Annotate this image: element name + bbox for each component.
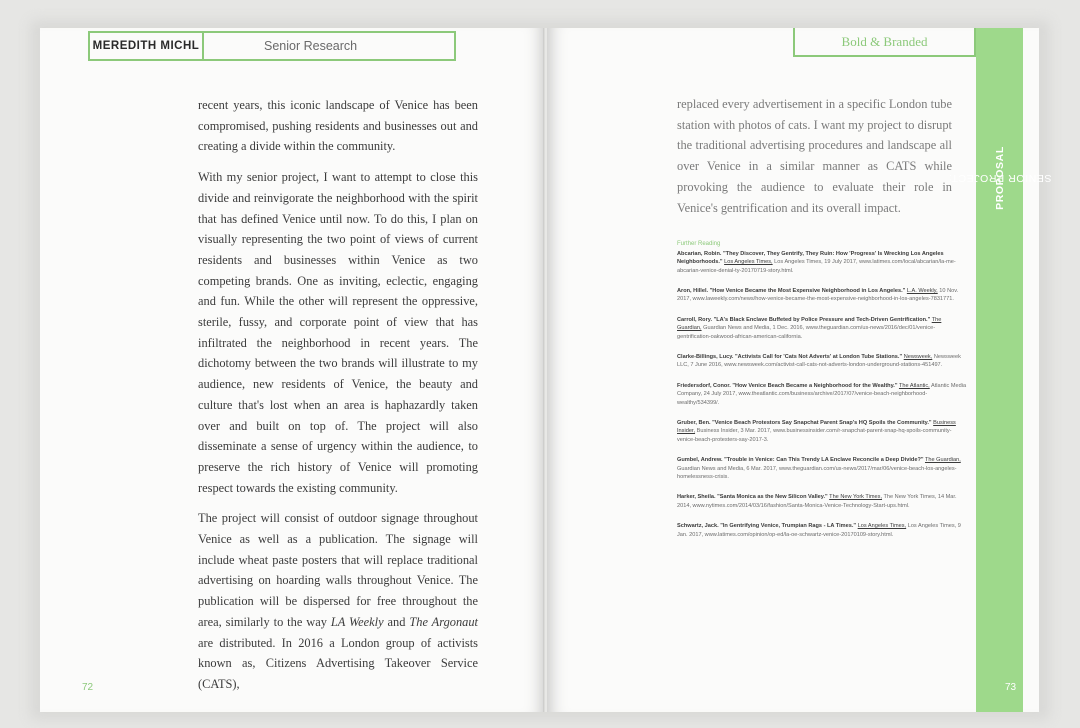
right-page-header: Bold & Branded (793, 28, 976, 57)
reference-item: Carroll, Rory. "LA's Black Enclave Buffeted by Police Pressure and Tech-Driven Gentrification." The Guardian, Guardian News and Media, 1 Dec. 2016, www.theguardian.com/us-news/2016/dec/01/venice-gentrification-oakwood-african-american-california. (677, 316, 942, 340)
reference-item: Schwartz, Jack. "In Gentrifying Venice, Trumpian Rags - LA Times." Los Angeles Times, Los Angeles Times, 9 Jan. 2017, www.latimes.com/opinion/op-ed/la-oe-schwartz-venice-20170109-story.html. (677, 523, 961, 538)
reference-item: Clarke-Billings, Lucy. "Activists Call for 'Cats Not Adverts' at London Tube Stations." Newsweek, Newsweek LLC, 7 June 2016, www.newsweek.com/activist-call-cats-not-adverts-london-underground-stations-451497. (677, 353, 961, 369)
further-reading (677, 240, 967, 551)
vertical-section-label: SENIOR PROJECT: PROPOSAL (948, 146, 1052, 210)
left-page-header (88, 31, 456, 61)
reference-item: Gumbel, Andrew. "Trouble in Venice: Can This Trendy LA Enclave Reconcile a Deep Divide?" The Guardian, Guardian News and Media, 6 Mar. 2017, www.theguardian.com/us-news/2017/mar/06/venice-beach-los-angeles-homelessness-crisis. (677, 457, 961, 481)
page-number: 72 (82, 682, 94, 693)
author-name: MEREDITH MICHL (90, 33, 204, 59)
reference-item: Aron, Hillel. "How Venice Became the Most Expensive Neighborhood in Los Angeles." L.A. Weekly, 10 Nov. 2017, www.laweekly.com/news/how-venice-became-the-most-expensive-neighborhood-in-los-angeles-7831771. (677, 287, 959, 303)
left-body-text (198, 95, 478, 705)
reference-item: Abcarian, Robin. "They Discover, They Gentrify, They Ruin: How 'Progress' Is Wrecking Los Angeles Neighborhoods." Los Angeles Times, Los Angeles Times, 19 July 2017, www.latimes.com/local/abcarian/la-me-abcarian-venice-denial-ty-20170719-story.html. (677, 250, 956, 274)
paragraph: The project will consist of outdoor signage throughout Venice as well as a publication. The signage will include wheat paste posters that will replace traditional advertising on hoarding walls throughout Venice. The publication will be dispersed for free throughout the area, similarly to the way LA Weekly and The Argonaut are distributed. In 2016 a London group of activists known as, Citizens Advertising Takeover Service (CATS), (198, 511, 478, 691)
right-body-text: replaced every advertisement in a specific London tube station with photos of cats. I want my project to disrupt the traditional advertising procedures and landscape all over Venice in a similar manner as CATS while provoking the audience to evaluate their role in Venice's gentrification and its overall impact. (677, 97, 952, 215)
left-page (40, 28, 545, 712)
page-number: 73 (1005, 682, 1017, 693)
reference-item: Friedersdorf, Conor. "How Venice Beach Became a Neighborhood for the Wealthy." The Atlantic, Atlantic Media Company, 24 July 2017, www.theatlantic.com/business/archive/2017/07/venice-beach-neighborhood-wealthy/534399/. (677, 382, 967, 406)
paragraph: With my senior project, I want to attempt to close this divide and reinvigorate the neighborhood with the spirit that has defined Venice until now. To do this, I plan on visually representing the two point of views of current residents and businesses within Venice as two competing brands. One as inviting, eclectic, engaging and fun. While the other will represent the oppressive, sterile, fussy, and corporate point of view that has infiltrated the neighborhood in recent years. The dichotomy between the two brands will illustrate to my audience, new residents of Venice, the beauty and culture that's lost when an area is haphazardly taken over and built on top of. The project will also disseminate a sense of urgency within the audience, to preserve the rich history of Venice will promoting respect towards the existing community. (198, 170, 478, 495)
reference-item: Harker, Sheila. "Santa Monica as the New Silicon Valley." The New York Times, The New York Times, 14 Mar. 2014, www.nytimes.com/2014/03/16/fashion/Santa-Monica-Venice-Technology-Start-ups.html. (677, 494, 957, 509)
reference-item: Gruber, Ben. "Venice Beach Protestors Say Snapchat Parent Snap's HQ Spoils the Community." Business Insider, Business Insider, 3 Mar. 2017, www.businessinsider.com/r-snapchat-parent-snap-hq-spoils-community-venice-beach-protesters-say-2017-3. (677, 419, 956, 443)
section-title: Senior Research (264, 39, 358, 53)
paragraph: recent years, this iconic landscape of Venice has been compromised, pushing residents and businesses out and creating a divide within the community. (198, 98, 478, 154)
right-page (547, 28, 1052, 712)
further-reading-title: Further Reading (677, 241, 721, 247)
